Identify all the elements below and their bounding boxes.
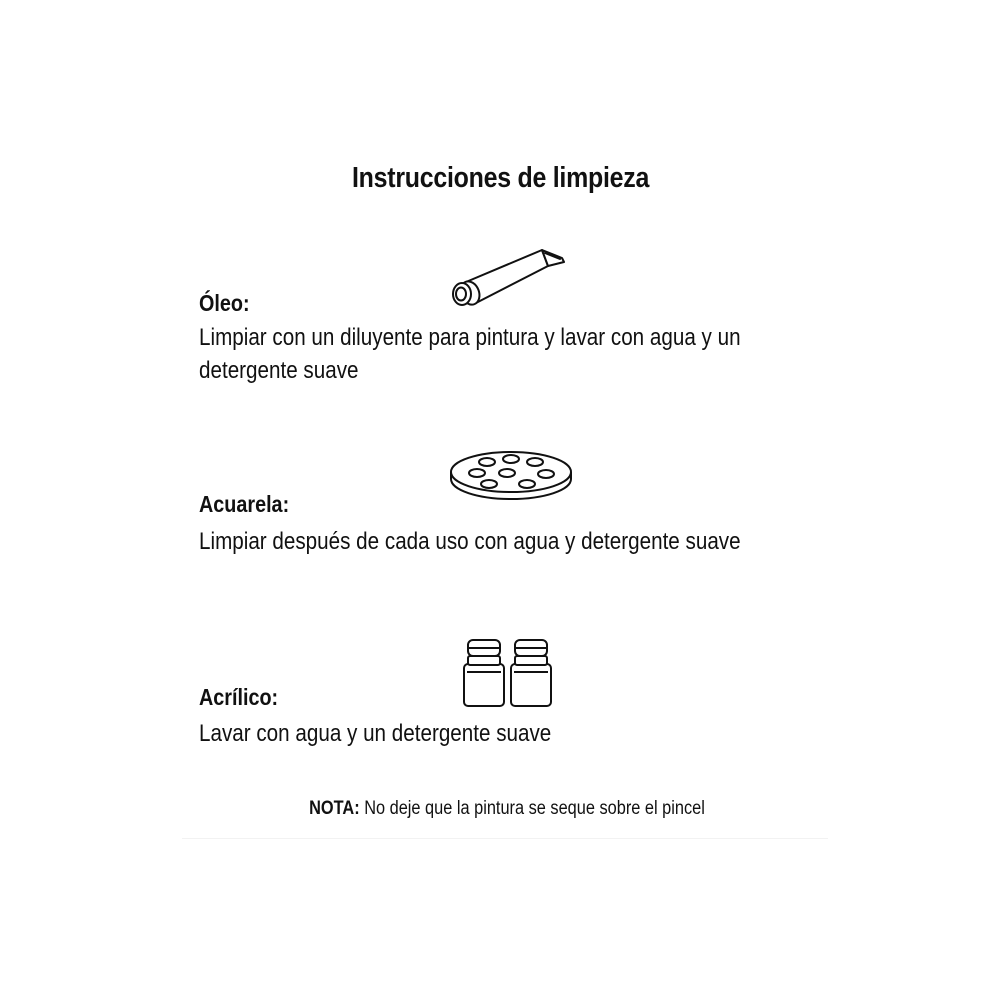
section-text-acuarela-line-1: Limpiar después de cada uso con agua y detergente suave xyxy=(199,528,741,555)
section-text-oleo-line-1: Limpiar con un diluyente para pintura y lavar con agua y un xyxy=(199,324,741,351)
divider xyxy=(182,838,828,839)
section-heading-acrilico: Acrílico: xyxy=(199,684,279,710)
note xyxy=(71,798,943,820)
section-text-oleo-line-2: detergente suave xyxy=(199,357,359,384)
watercolor-palette-icon xyxy=(446,448,576,502)
note-label: NOTA: xyxy=(309,798,360,819)
note-text: No deje que la pintura se seque sobre el pincel xyxy=(364,798,705,819)
paint-tube-icon xyxy=(444,238,568,308)
section-heading-acuarela: Acuarela: xyxy=(199,491,290,517)
page-title: Instrucciones de limpieza xyxy=(352,162,650,194)
section-heading-oleo: Óleo: xyxy=(199,290,250,316)
section-text-acrilico-line-1: Lavar con agua y un detergente suave xyxy=(199,720,552,747)
acrylic-jars-icon xyxy=(461,636,557,708)
